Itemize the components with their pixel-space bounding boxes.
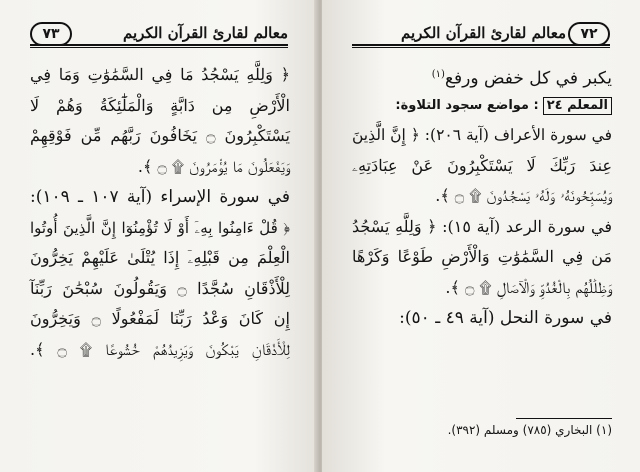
right-page-number: ٧٢ bbox=[568, 22, 610, 46]
right-line-3: وَيُسَبِّحُونَهُۥ وَلَهُۥ يَسْجُدُونَ ۩ ۝ ﴾. bbox=[435, 186, 612, 206]
right-line-6: وَظِلَٰلُهُم بِالْغُدُوِّ وَالْآصَالِ ۩ ۝ ﴾. bbox=[445, 277, 612, 297]
left-line-6: ﴿ قُلْ ءَامِنُوا بِهِۦٓ أَوْ لَا تُؤْمِنُوٓا إِنَّ الَّذِينَ أُوتُوا bbox=[30, 218, 290, 237]
right-first-line bbox=[352, 60, 612, 94]
left-line-5: في سورة الإسراء (آية ١٠٧ ـ ١٠٩): bbox=[30, 187, 291, 207]
left-line-8: لِلْأَذْقَانِ سُجَّدًا ۝ وَيَقُولُونَ سُبْحَٰنَ رَبِّنَآ bbox=[30, 278, 290, 298]
right-line-2: عِندَ رَبِّكَ لَا يَسْتَكْبِرُونَ عَنْ عِبَادَتِهِۦ bbox=[352, 155, 612, 175]
left-line-2: الْأَرْضِ مِن دَابَّةٍ وَالْمَلَٰٓئِكَةُ وَهُمْ لَا bbox=[30, 95, 290, 115]
footnote-rule bbox=[516, 418, 612, 419]
right-page-header bbox=[352, 22, 610, 48]
left-page-header bbox=[30, 22, 288, 48]
footnote bbox=[352, 418, 612, 437]
left-page-body bbox=[30, 60, 290, 365]
right-line-7: في سورة النحل (آية ٤٩ ـ ٥٠): bbox=[399, 308, 612, 329]
left-header-title: معالم لقارئ القرآن الكريم bbox=[122, 24, 288, 42]
right-header-rule bbox=[352, 44, 610, 48]
footnote-marker: (١) bbox=[431, 69, 445, 80]
section-heading bbox=[352, 96, 612, 116]
left-line-7: الْعِلْمَ مِن قَبْلِهِۦٓ إِذَا يُتْلَىٰ عَلَيْهِمْ يَخِرُّونَ bbox=[30, 248, 290, 267]
right-page-body bbox=[352, 60, 612, 334]
left-line-10: لِلْأَذْقَانِ يَبْكُونَ وَيَزِيدُهُمْ خُشُوعًا ۩ ۝ ﴾. bbox=[30, 339, 291, 359]
right-line-1: في سورة الأعراف (آية ٢٠٦): ﴿ إِنَّ الَّذِينَ bbox=[351, 126, 612, 145]
left-line-9: إِن كَانَ وَعْدُ رَبِّنَا لَمَفْعُولًا ۝ وَيَخِرُّونَ bbox=[30, 309, 290, 328]
right-page bbox=[322, 0, 640, 472]
left-header-rule bbox=[30, 44, 288, 48]
section-label-box: المعلم ٢٤ bbox=[543, 97, 612, 115]
right-header-title: معالم لقارئ القرآن الكريم bbox=[400, 24, 566, 42]
left-page bbox=[0, 0, 318, 472]
right-line-4: في سورة الرعد (آية ١٥): ﴿ وَلِلَّهِ يَسْجُدُ bbox=[352, 216, 612, 236]
left-page-number: ٧٣ bbox=[30, 22, 72, 46]
right-line-5: مَن فِي السَّمَٰوَٰتِ وَالْأَرْضِ طَوْعًا وَكَرْهًا bbox=[352, 247, 612, 267]
left-line-4: وَيَفْعَلُونَ مَا يُؤْمَرُونَ ۩ ۝ ﴾. bbox=[137, 156, 290, 176]
section-title: : مواضع سجود التلاوة: bbox=[395, 98, 539, 114]
footnote-text: (١) البخاري (٧٨٥) ومسلم (٣٩٢). bbox=[447, 423, 612, 437]
left-line-1: ﴿ وَلِلَّهِ يَسْجُدُ مَا فِي السَّمَٰوَٰتِ وَمَا فِي bbox=[30, 65, 290, 84]
right-first-line-text: يكبر في كل خفض ورفع bbox=[444, 68, 612, 89]
left-line-3: يَسْتَكْبِرُونَ ۝ يَخَافُونَ رَبَّهُم مِّن فَوْقِهِمْ bbox=[30, 126, 291, 145]
